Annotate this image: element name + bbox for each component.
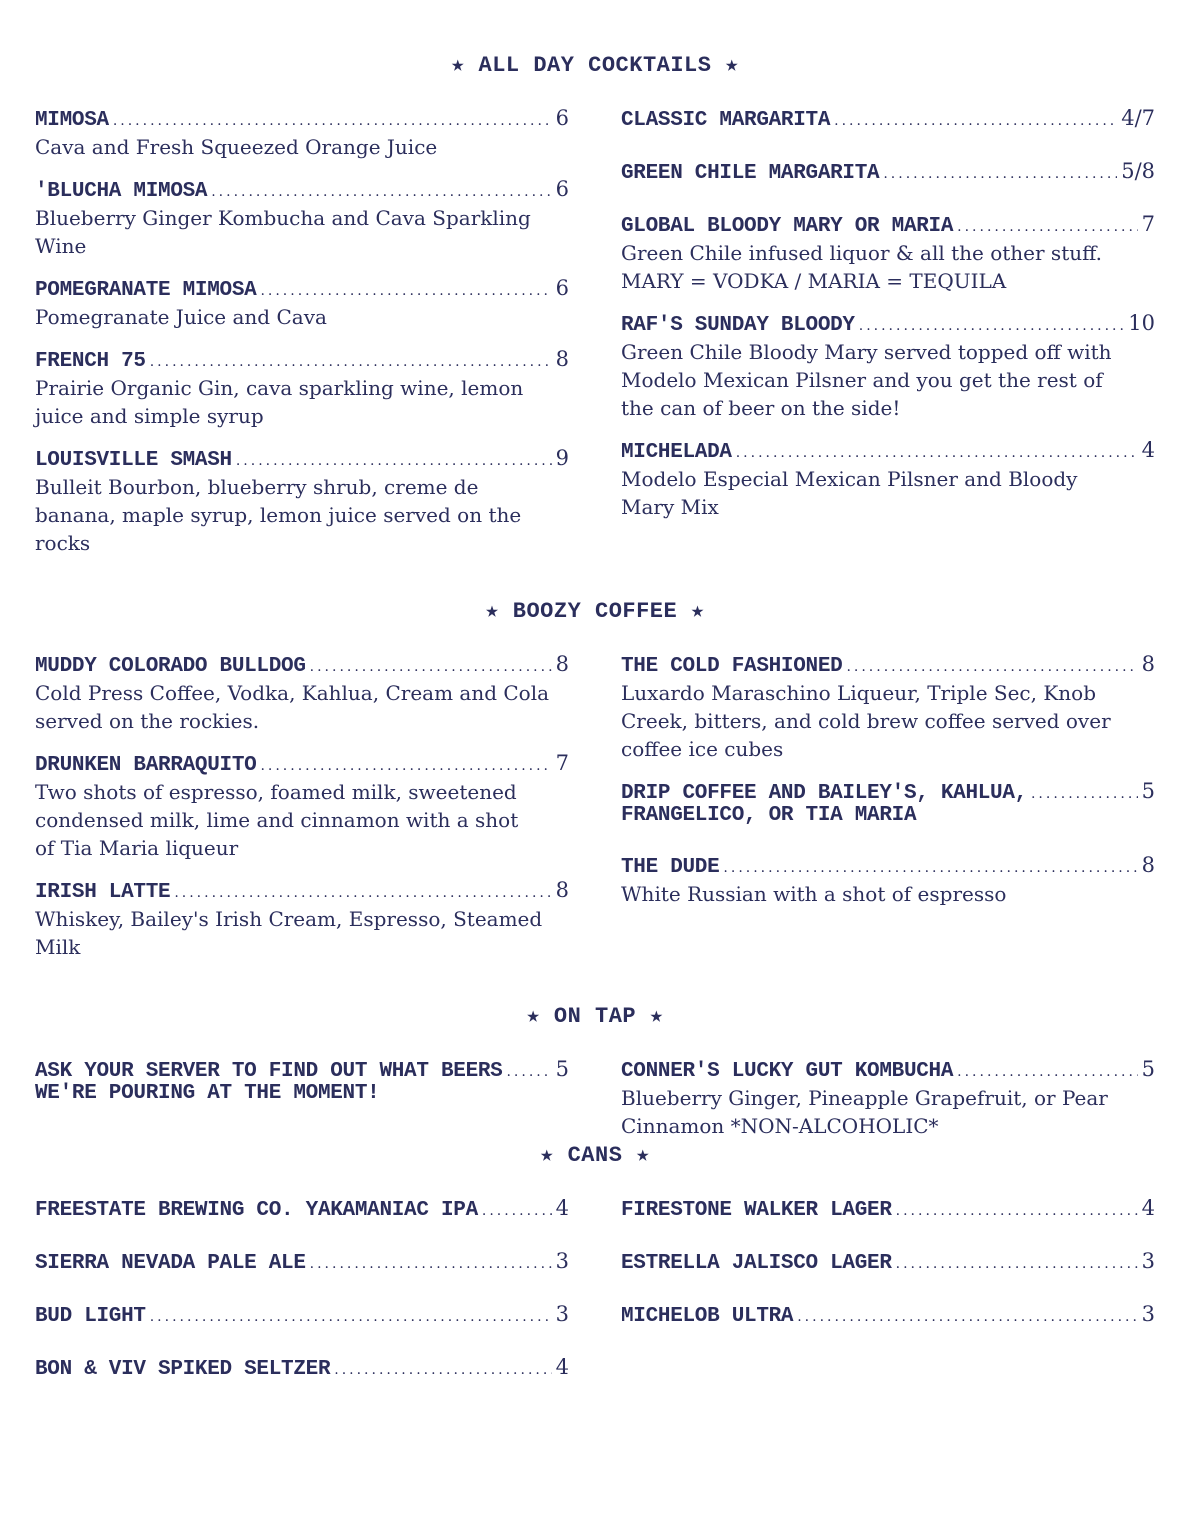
- dot-leader: [113, 109, 552, 133]
- item-name: THE DUDE: [621, 856, 720, 879]
- on-tap-right-column: [621, 1057, 1155, 1140]
- item-price: 5: [555, 1057, 569, 1081]
- item-price: 9: [555, 446, 569, 470]
- menu-item-global-bloody-mary: [621, 212, 1155, 295]
- boozy-coffee-left-column: [35, 652, 569, 961]
- menu-item-blucha-mimosa: [35, 177, 569, 260]
- item-price: 8: [1141, 652, 1155, 676]
- dot-leader: [896, 1252, 1138, 1276]
- item-name: MICHELOB ULTRA: [621, 1305, 794, 1328]
- dot-leader: [260, 279, 551, 303]
- item-description: Green Chile Bloody Mary served topped off with Modelo Mexican Pilsner and you get the rest of the can of beer on the side!: [621, 340, 1112, 420]
- item-name: DRIP COFFEE AND BAILEY'S, KAHLUA, FRANGELICO, OR TIA MARIA: [621, 782, 1027, 827]
- menu-item-drunken-barraquito: [35, 751, 569, 862]
- item-price: 4/7: [1121, 106, 1155, 130]
- item-price: 8: [555, 652, 569, 676]
- item-description: Pomegranate Juice and Cava: [35, 305, 327, 329]
- dot-leader: [797, 1305, 1137, 1329]
- menu-item-the-dude: [621, 853, 1155, 908]
- item-price: 3: [1141, 1249, 1155, 1273]
- item-description: Blueberry Ginger Kombucha and Cava Sparkling Wine: [35, 206, 531, 258]
- item-price: 4: [555, 1196, 569, 1220]
- item-price: 6: [555, 177, 569, 201]
- menu-item-bud-light: [35, 1302, 569, 1329]
- item-price: 5: [1141, 779, 1155, 803]
- dot-leader: [236, 449, 552, 473]
- item-price: 10: [1128, 311, 1155, 335]
- section-title-all-day-cocktails: ★ ALL DAY COCKTAILS ★: [451, 53, 739, 78]
- dot-leader: [1031, 782, 1138, 806]
- menu-item-french-75: [35, 347, 569, 430]
- menu-item-estrella-jalisco: [621, 1249, 1155, 1276]
- item-price: 5: [1141, 1057, 1155, 1081]
- menu-item-rafs-sunday-bloody: [621, 311, 1155, 422]
- item-name: DRUNKEN BARRAQUITO: [35, 754, 257, 777]
- all-day-cocktails-right-column: [621, 106, 1155, 521]
- menu-item-michelob-ultra: [621, 1302, 1155, 1329]
- menu-item-firestone-walker: [621, 1196, 1155, 1223]
- item-name: FREESTATE BREWING CO. YAKAMANIAC IPA: [35, 1199, 478, 1222]
- dot-leader: [883, 162, 1117, 186]
- item-description: Two shots of espresso, foamed milk, sweetened condensed milk, lime and cinnamon with a shot of Tia Maria liqueur: [35, 780, 519, 860]
- dot-leader: [736, 441, 1138, 465]
- dot-leader: [310, 655, 552, 679]
- menu-item-mimosa: [35, 106, 569, 161]
- item-description: Prairie Organic Gin, cava sparkling wine, lemon juice and simple syrup: [35, 376, 524, 428]
- dot-leader: [334, 1358, 551, 1382]
- item-name: MIMOSA: [35, 109, 109, 132]
- item-name: MUDDY COLORADO BULLDOG: [35, 655, 306, 678]
- item-name: ASK YOUR SERVER TO FIND OUT WHAT BEERS WE'RE POURING AT THE MOMENT!: [35, 1060, 503, 1105]
- item-name: IRISH LATTE: [35, 881, 171, 904]
- cans-left-column: [35, 1196, 569, 1382]
- on-tap-left-column: [35, 1057, 569, 1105]
- item-description: Modelo Especial Mexican Pilsner and Bloody Mary Mix: [621, 467, 1078, 519]
- item-price: 8: [555, 347, 569, 371]
- item-description: Cold Press Coffee, Vodka, Kahlua, Cream and Cola served on the rockies.: [35, 681, 550, 733]
- item-name: RAF'S SUNDAY BLOODY: [621, 314, 855, 337]
- item-price: 7: [1141, 212, 1155, 236]
- item-name: CONNER'S LUCKY GUT KOMBUCHA: [621, 1060, 954, 1083]
- menu-item-irish-latte: [35, 878, 569, 961]
- dot-leader: [834, 109, 1117, 133]
- dot-leader: [859, 314, 1125, 338]
- menu-item-pomegranate-mimosa: [35, 276, 569, 331]
- item-name: GLOBAL BLOODY MARY OR MARIA: [621, 215, 954, 238]
- item-name: CLASSIC MARGARITA: [621, 109, 831, 132]
- item-price: 6: [555, 276, 569, 300]
- item-name: FRENCH 75: [35, 350, 146, 373]
- item-name: GREEN CHILE MARGARITA: [621, 162, 880, 185]
- menu-item-conners-lucky-gut-kombucha: [621, 1057, 1155, 1140]
- menu-item-ask-your-server: [35, 1057, 569, 1105]
- dot-leader: [723, 856, 1137, 880]
- dot-leader: [174, 881, 551, 905]
- menu-item-sierra-nevada: [35, 1249, 569, 1276]
- item-name: MICHELADA: [621, 441, 732, 464]
- item-description: Luxardo Maraschino Liqueur, Triple Sec, Knob Creek, bitters, and cold brew coffee served over coffee ice cubes: [621, 681, 1111, 761]
- dot-leader: [957, 215, 1137, 239]
- item-name: SIERRA NEVADA PALE ALE: [35, 1252, 306, 1275]
- item-price: 4: [1141, 1196, 1155, 1220]
- item-price: 3: [1141, 1302, 1155, 1326]
- menu-item-drip-coffee: [621, 779, 1155, 827]
- menu-item-green-chile-margarita: [621, 159, 1155, 186]
- menu-item-muddy-colorado-bulldog: [35, 652, 569, 735]
- section-title-cans: ★ CANS ★: [540, 1143, 650, 1168]
- item-description: White Russian with a shot of espresso: [621, 882, 1007, 906]
- menu-item-classic-margarita: [621, 106, 1155, 133]
- item-description: Green Chile infused liquor & all the other stuff. MARY = VODKA / MARIA = TEQUILA: [621, 241, 1102, 293]
- menu-item-michelada: [621, 438, 1155, 521]
- item-price: 3: [555, 1302, 569, 1326]
- item-price: 8: [1141, 853, 1155, 877]
- item-name: FIRESTONE WALKER LAGER: [621, 1199, 892, 1222]
- dot-leader: [482, 1199, 552, 1223]
- dot-leader: [846, 655, 1137, 679]
- item-description: Blueberry Ginger, Pineapple Grapefruit, or Pear Cinnamon *NON-ALCOHOLIC*: [621, 1086, 1108, 1138]
- section-title-on-tap: ★ ON TAP ★: [526, 1004, 664, 1029]
- item-name: THE COLD FASHIONED: [621, 655, 843, 678]
- dot-leader: [260, 754, 551, 778]
- item-price: 4: [555, 1355, 569, 1379]
- menu-item-cold-fashioned: [621, 652, 1155, 763]
- boozy-coffee-right-column: [621, 652, 1155, 908]
- item-price: 4: [1141, 438, 1155, 462]
- item-name: 'BLUCHA MIMOSA: [35, 180, 208, 203]
- menu-item-louisville-smash: [35, 446, 569, 557]
- menu-item-freestate-yakamaniac: [35, 1196, 569, 1223]
- item-name: BON & VIV SPIKED SELTZER: [35, 1358, 331, 1381]
- cans-right-column: [621, 1196, 1155, 1329]
- item-name: POMEGRANATE MIMOSA: [35, 279, 257, 302]
- item-description: Whiskey, Bailey's Irish Cream, Espresso, Steamed Milk: [35, 907, 543, 959]
- dot-leader: [506, 1060, 551, 1084]
- item-name: ESTRELLA JALISCO LAGER: [621, 1252, 892, 1275]
- dot-leader: [896, 1199, 1138, 1223]
- item-description: Cava and Fresh Squeezed Orange Juice: [35, 135, 438, 159]
- all-day-cocktails-left-column: [35, 106, 569, 557]
- item-name: LOUISVILLE SMASH: [35, 449, 232, 472]
- dot-leader: [150, 350, 552, 374]
- menu-item-bon-viv: [35, 1355, 569, 1382]
- dot-leader: [957, 1060, 1137, 1084]
- item-price: 5/8: [1121, 159, 1155, 183]
- item-price: 8: [555, 878, 569, 902]
- dot-leader: [310, 1252, 552, 1276]
- item-price: 6: [555, 106, 569, 130]
- section-title-boozy-coffee: ★ BOOZY COFFEE ★: [485, 599, 705, 624]
- dot-leader: [150, 1305, 552, 1329]
- item-price: 7: [555, 751, 569, 775]
- dot-leader: [211, 180, 551, 204]
- item-description: Bulleit Bourbon, blueberry shrub, creme de banana, maple syrup, lemon juice served on the rocks: [35, 475, 522, 555]
- item-name: BUD LIGHT: [35, 1305, 146, 1328]
- item-price: 3: [555, 1249, 569, 1273]
